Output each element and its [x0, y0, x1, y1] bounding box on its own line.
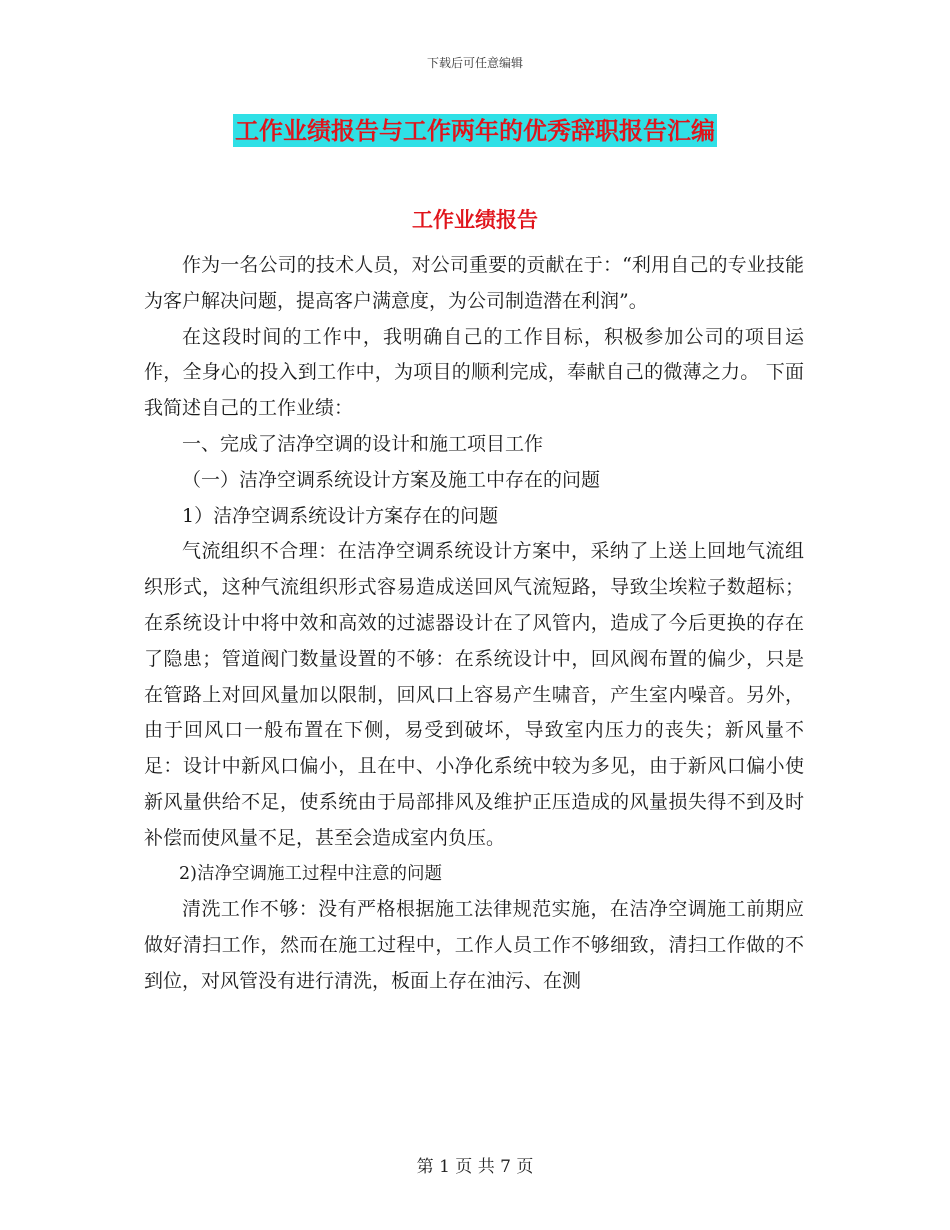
- document-title-text: 工作业绩报告与工作两年的优秀辞职报告汇编: [235, 116, 715, 145]
- heading-item-one: 1）洁净空调系统设计方案存在的问题: [182, 504, 499, 527]
- heading-section-one: 一、完成了洁净空调的设计和施工项目工作: [182, 432, 544, 455]
- heading-subsection-one: （一）洁净空调系统设计方案及施工中存在的问题: [182, 468, 601, 491]
- paragraph-work-summary: 在这段时间的工作中，我明确自己的工作目标，积极参加公司的项目运作，全身心的投入到工作中，为项目的顺利完成，奉献自己的微薄之力。 下面我简述自己的工作业绩：: [144, 325, 804, 420]
- heading-item-two: 2)洁净空调施工过程中注意的问题: [179, 863, 442, 884]
- section-title: 工作业绩报告: [412, 207, 538, 232]
- paragraph-construction-issues: 清洗工作不够：没有严格根据施工法律规范实施，在洁净空调施工前期应做好清扫工作，然而在施工过程中，工作人员工作不够细致，清扫工作做的不到位，对风管没有进行清洗，板面上存在油污、在测: [144, 898, 804, 992]
- header-note: 下载后可任意编辑: [426, 56, 523, 70]
- paragraph-design-issues: 气流组织不合理：在洁净空调系统设计方案中，采纳了上送上回地气流组织形式，这种气流组织形式容易造成送回风气流短路，导致尘埃粒子数超标；在系统设计中将中效和高效的过滤器设计在了风管内，造成了今后更换的存在了隐患；管道阀门数量设置的不够：在系统设计中，回风阀布置的偏少，只是在管路上对回风量加以限制，回风口上容易产生啸音，产生室内噪音。另外，由于回风口一般布置在下侧，易受到破坏，导致室内压力的丧失；新风量不足：设计中新风口偏小，且在中、小净化系统中较为多见，由于新风口偏小使新风量供给不足，使系统由于局部排风及维护正压造成的风量损失得不到及时补偿而使风量不足，甚至会造成室内负压。: [144, 540, 804, 849]
- page-number-footer: 第 1 页 共 7 页: [416, 1157, 534, 1177]
- document-title: [0, 114, 950, 148]
- document-body: [144, 248, 804, 1000]
- paragraph-intro: 作为一名公司的技术人员，对公司重要的贡献在于：“利用自己的专业技能为客户解决问题，提高客户满意度，为公司制造潜在利润”。: [144, 254, 804, 312]
